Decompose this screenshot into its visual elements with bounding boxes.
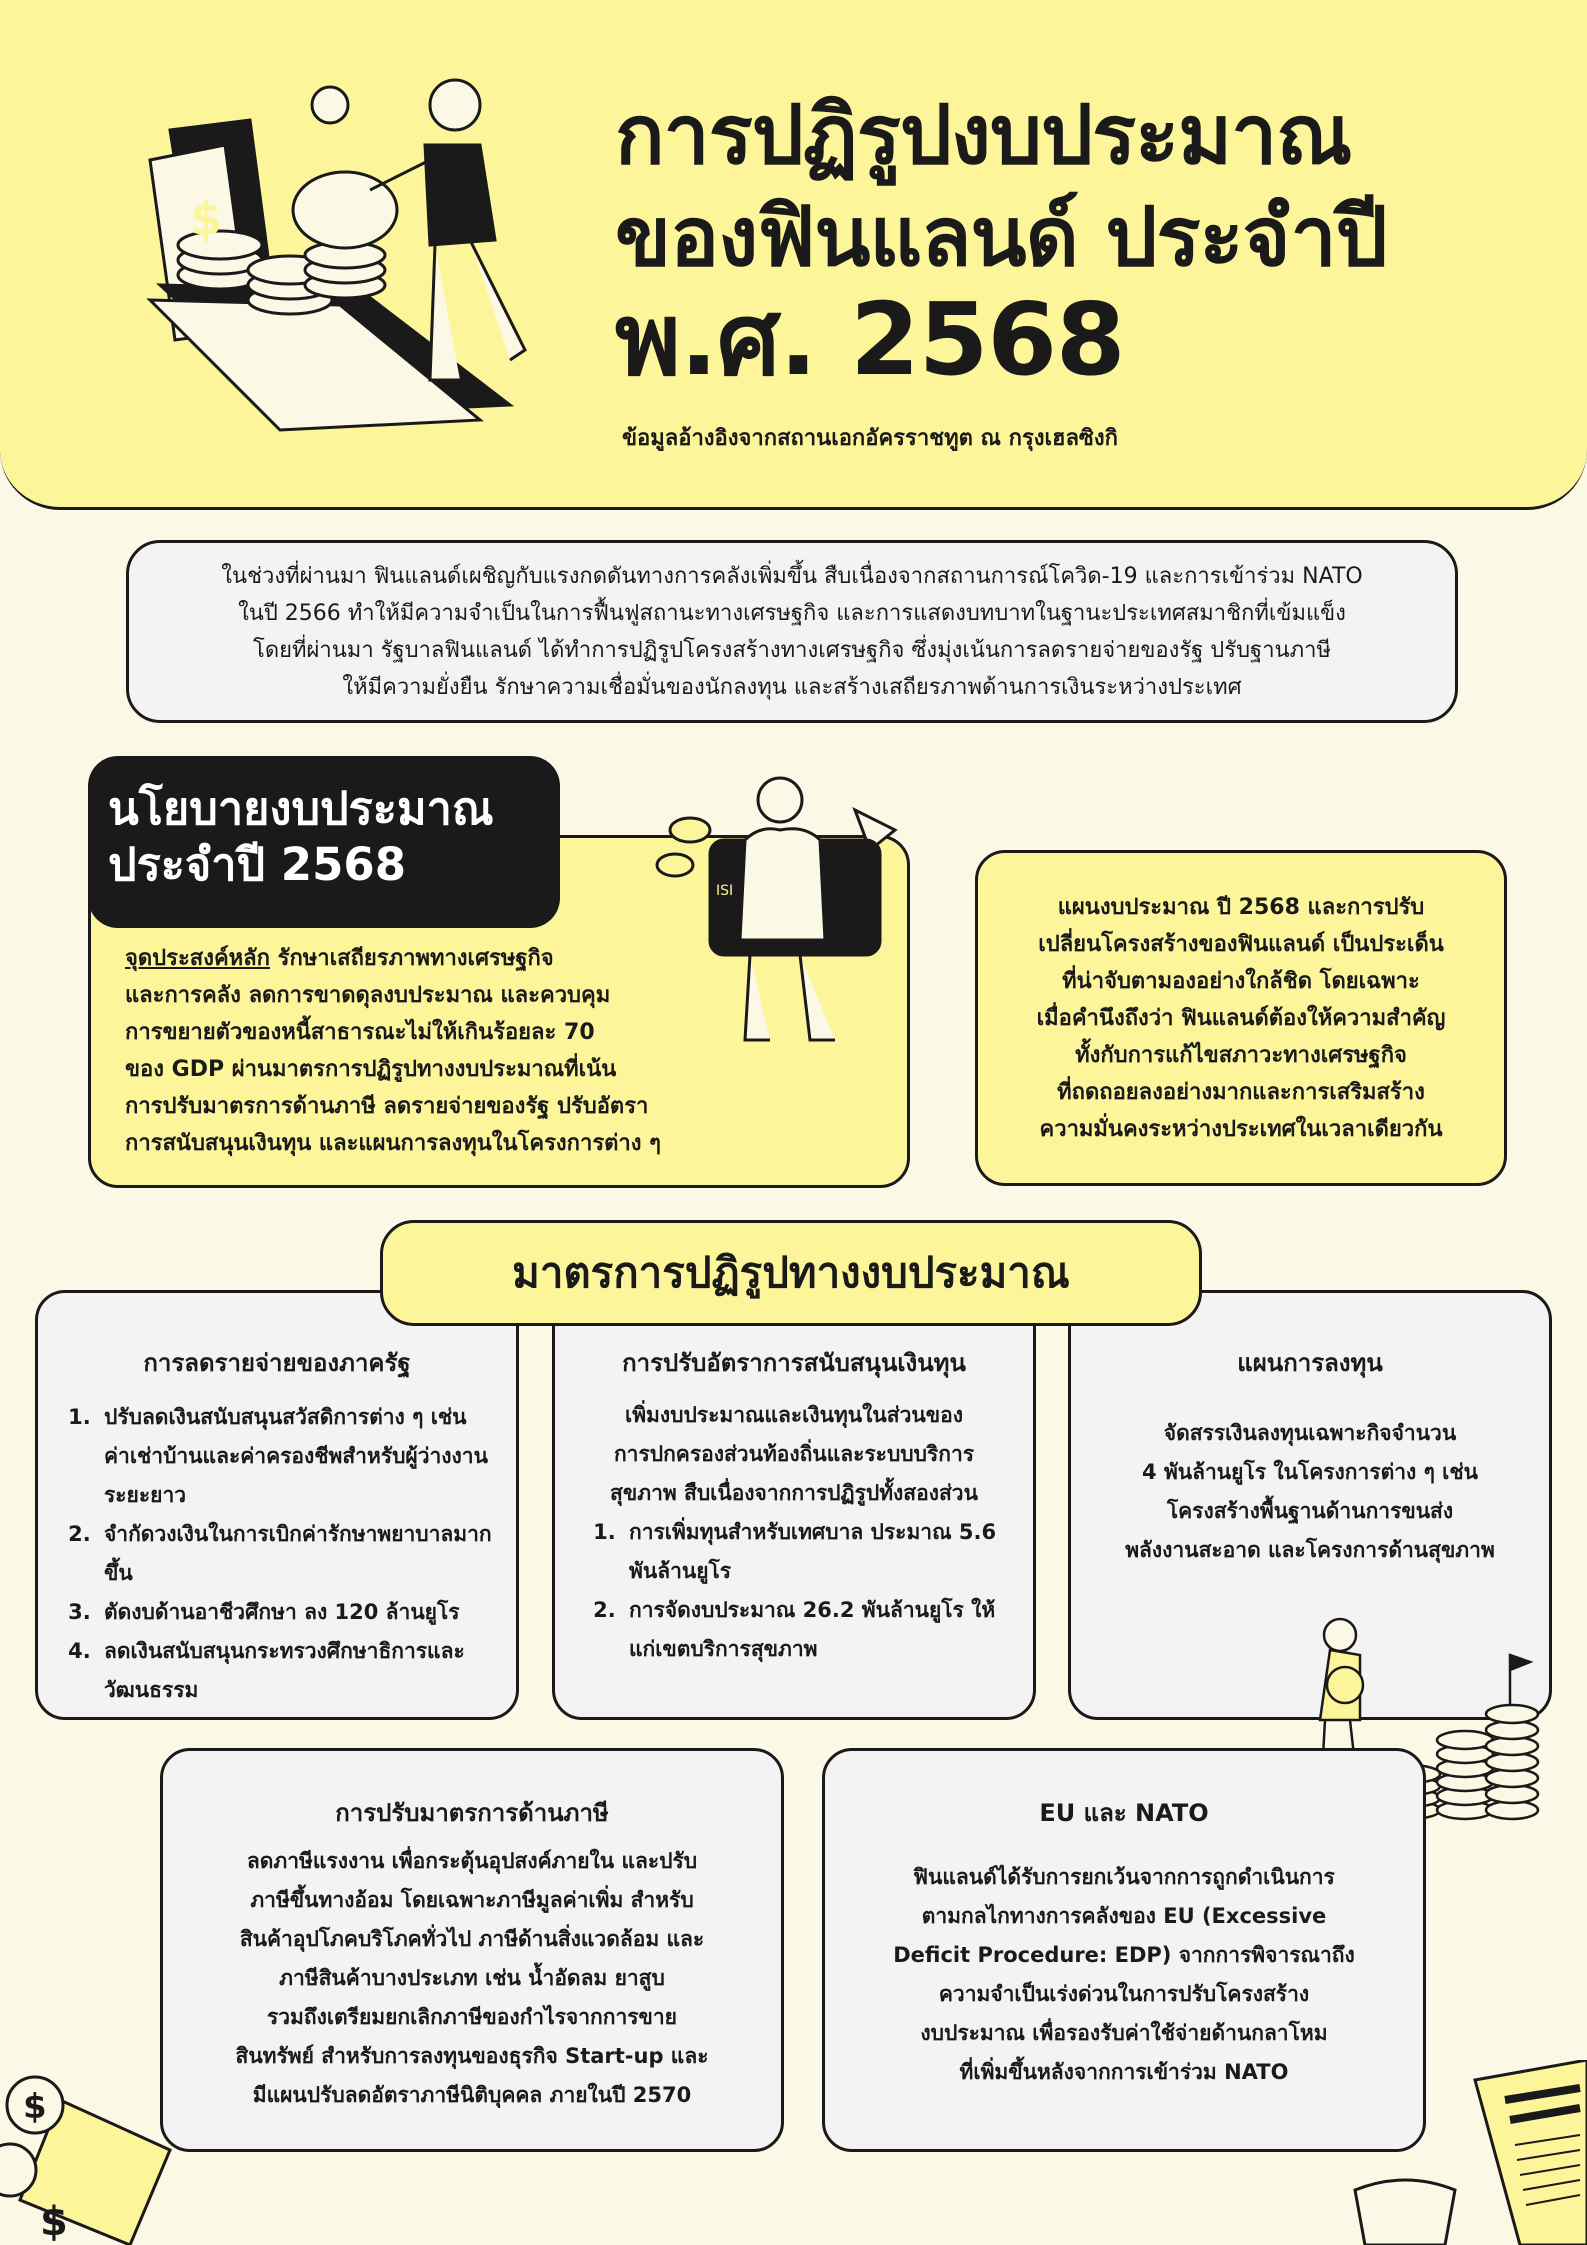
plan-box: แผนงบประมาณ ปี 2568 และการปรับ เปลี่ยนโครงสร้างของฟินแลนด์ เป็นประเด็น ที่น่าจับตามองอย่างใกล้ชิด โดยเฉพาะ เมื่อคำนึงถึงว่า ฟินแลนด์ต้องให้ความสำคัญ ทั้งกับการแก้ไขสภาวะทางเศรษฐกิจ ที่ถดถอยลงอย่างมากและการเสริมสร้าง ความมั่นคงระหว่างประเทศในเวลาเดียวกัน bbox=[975, 850, 1507, 1186]
card-title: การปรับอัตราการสนับสนุนเงินทุน bbox=[622, 1349, 966, 1377]
card-title: การลดรายจ่ายของภาครัฐ bbox=[143, 1349, 411, 1377]
list-item: 3. ตัดงบด้านอาชีวศึกษา ลง 120 ล้านยูโร bbox=[98, 1593, 494, 1632]
document-icon bbox=[1345, 2060, 1587, 2245]
svg-text:ISI: ISI bbox=[716, 883, 734, 899]
list-item: 1. ปรับลดเงินสนับสนุนสวัสดิการต่าง ๆ เช่น ค่าเช่าบ้านและค่าครองชีพสำหรับผู้ว่างงานระยะยาว bbox=[98, 1398, 494, 1515]
svg-text:$: $ bbox=[40, 2199, 68, 2245]
intro-line: โดยที่ผ่านมา รัฐบาลฟินแลนด์ ได้ทำการปฏิรูปโครงสร้างทางเศรษฐกิจ ซึ่งมุ่งเน้นการลดรายจ่ายของรัฐ ปรับฐานภาษี bbox=[253, 637, 1331, 663]
spending-list bbox=[70, 1398, 494, 1710]
svg-text:$: $ bbox=[23, 2087, 47, 2127]
list-item: 2. จำกัดวงเงินในการเบิกค่ารักษาพยาบาลมากขึ้น bbox=[98, 1515, 494, 1593]
svg-text:$: $ bbox=[190, 192, 223, 246]
list-item: 2. การจัดงบประมาณ 26.2 พันล้านยูโร ให้แก่เขตบริการสุขภาพ bbox=[623, 1591, 1003, 1669]
policy-objective: จุดประสงค์หลัก รักษาเสถียรภาพทางเศรษฐกิจ และการคลัง ลดการขาดดุลงบประมาณ และควบคุม การขยายตัวของหนี้สาธารณะไม่ให้เกินร้อยละ 70 ของ GDP ผ่านมาตรการปฏิรูปทางงบประมาณที่เน้น การปรับมาตรการด้านภาษี ลดรายจ่ายของรัฐ ปรับอัตรา การสนับสนุนเงินทุน และแผนการลงทุนในโครงการต่าง ๆ bbox=[125, 946, 661, 1156]
intro-line: ให้มีความยั่งยืน รักษาความเชื่อมั่นของนักลงทุน และสร้างเสถียรภาพด้านการเงินระหว่างประเทศ bbox=[342, 674, 1242, 700]
objective-label: จุดประสงค์หลัก bbox=[125, 946, 270, 971]
money-savings-illustration bbox=[130, 60, 550, 460]
investment-card: แผนการลงทุน จัดสรรเงินลงทุนเฉพาะกิจจำนวน 4 พันล้านยูโร ในโครงการต่าง ๆ เช่น โครงสร้างพื้นฐานด้านการขนส่ง พลังงานสะอาด และโครงการด้านสุขภาพ bbox=[1068, 1290, 1552, 1720]
dollar-coin-icon bbox=[0, 2060, 180, 2245]
card-title: แผนการลงทุน bbox=[1237, 1349, 1383, 1377]
measures-banner: มาตรการปฏิรูปทางงบประมาณ bbox=[380, 1220, 1202, 1326]
tax-card: การปรับมาตรการด้านภาษี ลดภาษีแรงงาน เพื่อกระตุ้นอุปสงค์ภายใน และปรับ ภาษีขึ้นทางอ้อม โดยเฉพาะภาษีมูลค่าเพิ่ม สำหรับ สินค้าอุปโภคบริโภคทั่วไป ภาษีด้านสิ่งแวดล้อม และ ภาษีสินค้าบางประเภท เช่น น้ำอัดลม ยาสูบ รวมถึงเตรียมยกเลิกภาษีของกำไรจากการขาย สินทรัพย์ สำหรับการลงทุนของธุรกิจ Start-up และ มีแผนปรับลดอัตราภาษีนิติบุคคล ภายในปี 2570 bbox=[160, 1748, 784, 2152]
spending-card bbox=[35, 1290, 519, 1720]
policy-title: นโยบายงบประมาณ ประจำปี 2568 bbox=[88, 756, 560, 928]
funding-card: การปรับอัตราการสนับสนุนเงินทุน เพิ่มงบประมาณและเงินทุนในส่วนของ การปกครองส่วนท้องถิ่นและระบบบริการ สุขภาพ สืบเนื่องจากการปฏิรูปทั้งสองส่วน 1. การเพิ่มทุนสำหรับเทศบาล ประมาณ 5.6 พันล้านยูโร 2. การจัดงบประมาณ 26.2 พันล้านยูโร ให้แก่เขตบริการสุขภาพ bbox=[552, 1290, 1036, 1720]
page-title: การปฏิรูปงบประมาณ ของฟินแลนด์ ประจำปี พ.ศ. 2568 bbox=[615, 88, 1387, 398]
card-title: EU และ NATO bbox=[1039, 1799, 1209, 1827]
page-subtitle: ข้อมูลอ้างอิงจากสถานเอกอัครราชทูต ณ กรุงเฮลซิงกิ bbox=[622, 426, 1118, 451]
intro-box bbox=[126, 540, 1458, 723]
list-item: 1. การเพิ่มทุนสำหรับเทศบาล ประมาณ 5.6 พันล้านยูโร bbox=[623, 1513, 1003, 1591]
list-item: 4. ลดเงินสนับสนุนกระทรวงศึกษาธิการและวัฒนธรรม bbox=[98, 1632, 494, 1710]
funding-list bbox=[595, 1513, 1003, 1669]
intro-line: ในปี 2566 ทำให้มีความจำเป็นในการฟื้นฟูสถานะทางเศรษฐกิจ และการแสดงบทบาทในฐานะประเทศสมาชิกที่เข้มแข็ง bbox=[238, 600, 1346, 626]
card-title: การปรับมาตรการด้านภาษี bbox=[335, 1799, 609, 1827]
eu-nato-card: EU และ NATO ฟินแลนด์ได้รับการยกเว้นจากการถูกดำเนินการ ตามกลไกทางการคลังของ EU (Excessive Deficit Procedure: EDP) จากการพิจารณาถึง ความจำเป็นเร่งด่วนในการปรับโครงสร้าง งบประมาณ เพื่อรองรับค่าใช้จ่ายด้านกลาโหม ที่เพิ่มขึ้นหลังจากการเข้าร่วม NATO bbox=[822, 1748, 1426, 2152]
intro-line: ในช่วงที่ผ่านมา ฟินแลนด์เผชิญกับแรงกดดันทางการคลังเพิ่มขึ้น สืบเนื่องจากสถานการณ์โควิด-19 และการเข้าร่วม NATO bbox=[221, 563, 1363, 589]
